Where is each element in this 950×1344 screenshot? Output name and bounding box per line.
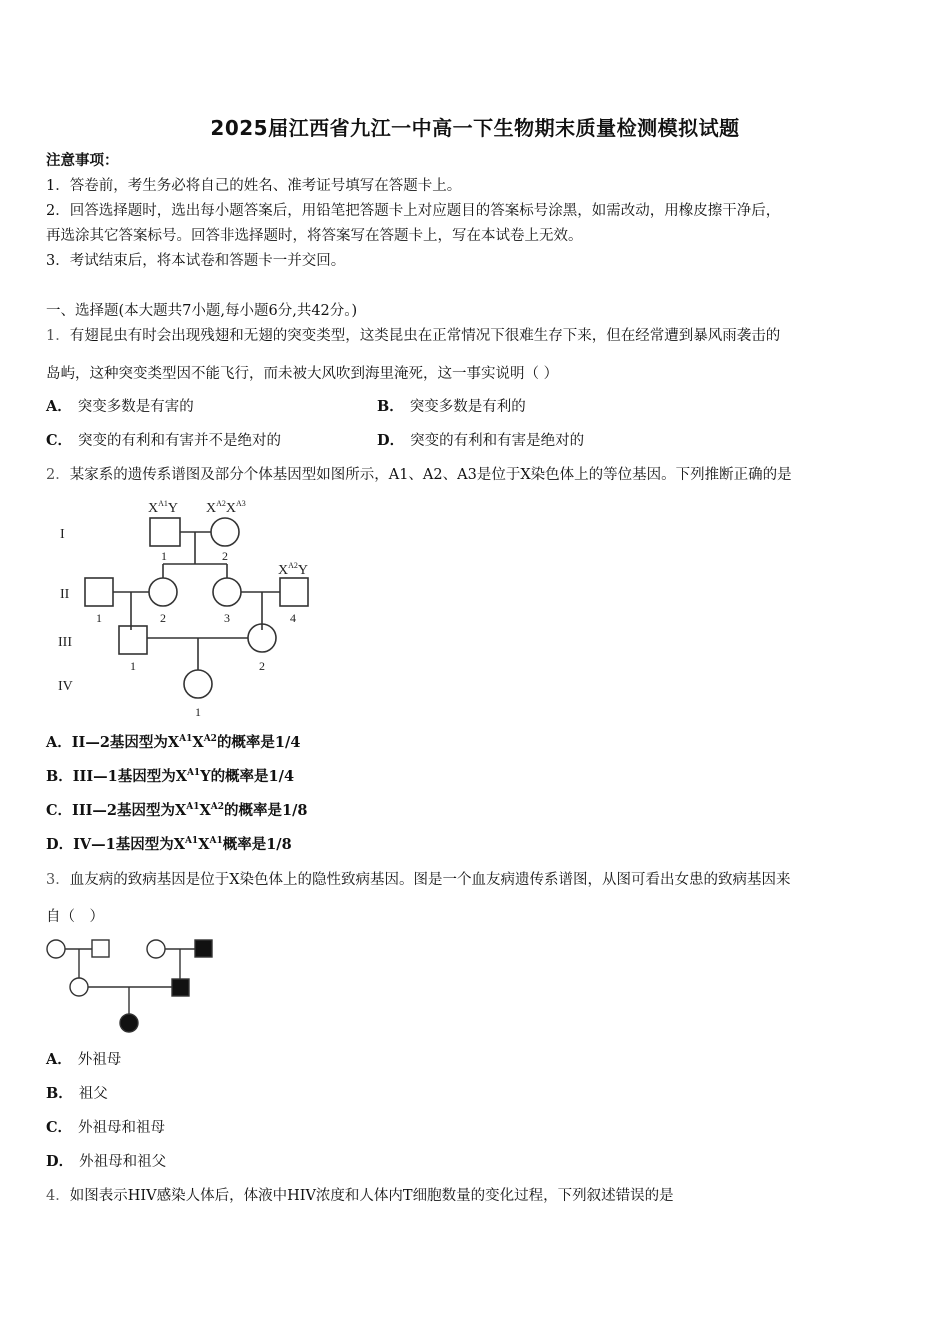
option-text: 祖父 bbox=[78, 1086, 108, 1102]
individual-number: 2 bbox=[160, 611, 166, 625]
generation-label: I bbox=[60, 527, 65, 542]
option-key: C． bbox=[46, 1119, 73, 1136]
individual-number: 4 bbox=[290, 611, 296, 625]
individual-number: 1 bbox=[161, 549, 167, 563]
pedigree-female-II2 bbox=[149, 578, 177, 606]
option-key: B． bbox=[46, 1085, 73, 1102]
pedigree-male-healthy bbox=[92, 940, 109, 957]
question-text: 某家系的遗传系谱图及部分个体基因型如图所示，A1、A2、A3是位于X染色体上的等位基因。下列推断正确的是 bbox=[69, 467, 792, 483]
pedigree-male-III1 bbox=[119, 626, 147, 654]
generation-label: II bbox=[60, 587, 70, 602]
question-text: 血友病的致病基因是位于X染色体上的隐性致病基因。图是一个血友病遗传系谱图，从图可看出女患的致病基因来 bbox=[69, 872, 791, 888]
option-b[interactable] bbox=[46, 1084, 108, 1104]
individual-number: 2 bbox=[222, 549, 228, 563]
pedigree-figure-q3 bbox=[40, 935, 230, 1040]
notice-heading: 注意事项： bbox=[46, 152, 119, 169]
option-b[interactable]: B．III—1基因型为$X^{A1}Y$的概率是1/4 bbox=[46, 768, 295, 785]
page-title: 2025届江西省九江一中高一下生物期末质量检测模拟试题 bbox=[210, 116, 740, 140]
question-text: 自（ ） bbox=[46, 909, 104, 925]
individual-number: 1 bbox=[96, 611, 102, 625]
option-key: C． bbox=[46, 432, 73, 449]
notice-item: 3．考试结束后，将本试卷和答题卡一并交回。 bbox=[46, 253, 346, 269]
notice-item: 再选涂其它答案标号。回答非选择题时，将答案写在答题卡上，写在本试卷上无效。 bbox=[46, 228, 583, 244]
question-3 bbox=[46, 870, 791, 890]
individual-number: 1 bbox=[130, 659, 136, 673]
option-d[interactable] bbox=[46, 1152, 166, 1172]
question-1 bbox=[46, 326, 780, 346]
genotype-label: $X^{A1}Y$ bbox=[148, 499, 179, 516]
pedigree-female-healthy bbox=[147, 940, 165, 958]
individual-number: 3 bbox=[224, 611, 230, 625]
question-text: 有翅昆虫有时会出现残翅和无翅的突变类型，这类昆虫在正常情况下很难生存下来，但在经常遭到暴风雨袭击的 bbox=[69, 328, 781, 344]
option-d[interactable] bbox=[377, 431, 584, 451]
option-a[interactable] bbox=[46, 1050, 121, 1070]
section-heading: 一、选择题(本大题共7小题,每小题6分,共42分。) bbox=[46, 303, 358, 319]
option-d[interactable]: D．IV—1基因型为$X^{A1}X^{A1}$概率是1/8 bbox=[46, 836, 292, 853]
option-c[interactable] bbox=[46, 431, 281, 451]
notice-item: 1．答卷前，考生务必将自己的姓名、准考证号填写在答题卡上。 bbox=[46, 178, 462, 194]
question-number: 2． bbox=[46, 467, 70, 483]
option-key: D． bbox=[377, 432, 405, 449]
question-number: 4． bbox=[46, 1188, 70, 1204]
pedigree-female-healthy bbox=[47, 940, 65, 958]
pedigree-female-IV1 bbox=[184, 670, 212, 698]
pedigree-female-II3 bbox=[213, 578, 241, 606]
pedigree-male-I1 bbox=[150, 518, 180, 546]
individual-number: 1 bbox=[195, 705, 201, 719]
generation-label: III bbox=[58, 635, 72, 650]
notice-item: 2．回答选择题时，选出每小题答案后，用铅笔把答题卡上对应题目的答案标号涂黑，如需改动，用橡皮擦干净后， bbox=[46, 203, 781, 219]
option-text: 外祖母和祖父 bbox=[79, 1154, 167, 1170]
pedigree-female-affected bbox=[120, 1014, 138, 1032]
option-a[interactable]: A．II—2基因型为$X^{A1}X^{A2}$的概率是1/4 bbox=[46, 734, 301, 751]
pedigree-female-I2 bbox=[211, 518, 239, 546]
pedigree-figure-q2 bbox=[40, 490, 340, 720]
option-text: 外祖母和祖母 bbox=[78, 1120, 166, 1136]
question-4 bbox=[46, 1186, 674, 1206]
option-text: 突变多数是有害的 bbox=[77, 399, 194, 415]
option-key: A． bbox=[46, 398, 72, 415]
option-text: 突变的有利和有害是绝对的 bbox=[410, 433, 585, 449]
option-key: A． bbox=[46, 1051, 72, 1068]
option-key: B． bbox=[46, 768, 73, 785]
option-c[interactable] bbox=[46, 1118, 165, 1138]
pedigree-female-healthy bbox=[70, 978, 88, 996]
genotype-label: $X^{A2}X^{A3}$ bbox=[206, 499, 246, 516]
option-key: C． bbox=[46, 802, 73, 819]
pedigree-male-affected bbox=[195, 940, 212, 957]
question-number: 3． bbox=[46, 872, 70, 888]
pedigree-male-affected bbox=[172, 979, 189, 996]
pedigree-male-II4 bbox=[280, 578, 308, 606]
option-key: D． bbox=[46, 836, 74, 853]
question-text: 如图表示HIV感染人体后，体液中HIV浓度和人体内T细胞数量的变化过程，下列叙述错误的是 bbox=[69, 1188, 674, 1204]
option-text: 突变的有利和有害并不是绝对的 bbox=[78, 433, 282, 449]
option-text: 突变多数是有利的 bbox=[409, 399, 526, 415]
genotype-label: $X^{A2}Y$ bbox=[278, 561, 309, 578]
question-number: 1． bbox=[46, 328, 70, 344]
option-a[interactable] bbox=[46, 397, 194, 417]
option-key: B． bbox=[377, 398, 404, 415]
option-key: D． bbox=[46, 1153, 74, 1170]
pedigree-male-II1 bbox=[85, 578, 113, 606]
option-b[interactable] bbox=[377, 397, 526, 417]
individual-number: 2 bbox=[259, 659, 265, 673]
option-c[interactable]: C．III—2基因型为$X^{A1}X^{A2}$的概率是1/8 bbox=[46, 802, 308, 819]
generation-label: IV bbox=[58, 679, 73, 694]
question-2 bbox=[46, 465, 792, 485]
question-text: 岛屿，这种突变类型因不能飞行，而未被大风吹到海里淹死，这一事实说明（ ） bbox=[46, 366, 559, 382]
option-key: A． bbox=[46, 734, 72, 751]
option-text: 外祖母 bbox=[77, 1052, 122, 1068]
